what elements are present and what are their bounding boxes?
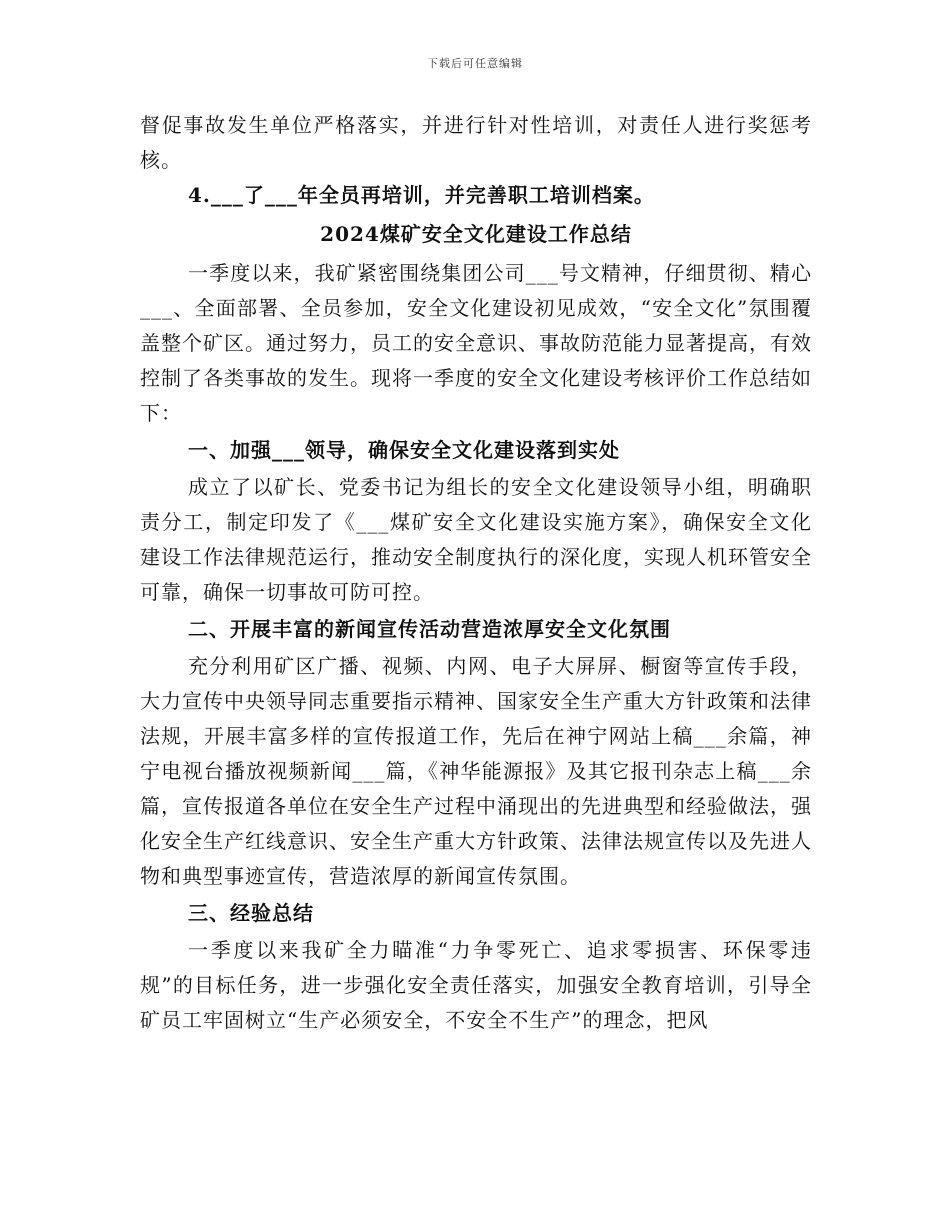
page-header: 下载后可任意编辑 <box>427 57 523 70</box>
list-item-4: 4.___了___年全员再培训，并完善职工培训档案。 <box>188 183 655 207</box>
document-title: 2024煤矿安全文化建设工作总结 <box>320 222 632 246</box>
section-heading-3: 三、经验总结 <box>188 901 314 925</box>
section-2-paragraph: 充分利用矿区广播、视频、内网、电子大屏屏、橱窗等宣传手段，大力宣传中央领导同志重要指示精神、国家安全生产重大方针政策和法律法规，开展丰富多样的宣传报道工作，先后在神宁网站上稿___余篇，神宁电视台播放视频新闻___篇，《神华能源报》及其它报刊杂志上稿___余篇，宣传报道各单位在安全生产过程中涌现出的先进典型和经验做法，强化安全生产红线意识、安全生产重大方针政策、法律法规宣传以及先进人物和典型事迹宣传，营造浓厚的新闻宣传氛围。 <box>140 654 812 888</box>
paragraph-continuation: 督促事故发生单位严格落实，并进行针对性培训，对责任人进行奖惩考核。 <box>140 113 812 172</box>
section-3-paragraph: 一季度以来我矿全力瞄准“力争零死亡、追求零损害、环保零违规”的目标任务，进一步强化安全责任落实，加强安全教育培训，引导全矿员工牢固树立“生产必须安全，不安全不生产”的理念，把风 <box>140 938 812 1032</box>
section-heading-1: 一、加强___领导，确保安全文化建设落到实处 <box>188 438 620 462</box>
section-heading-2: 二、开展丰富的新闻宣传活动营造浓厚安全文化氛围 <box>188 617 671 641</box>
section-1-paragraph: 成立了以矿长、党委书记为组长的安全文化建设领导小组，明确职责分工，制定印发了《___煤矿安全文化建设实施方案》，确保安全文化建设工作法律规范运行，推动安全制度执行的深化度，实现人机环管安全可靠，确保一切事故可防可控。 <box>140 475 812 604</box>
intro-paragraph: 一季度以来，我矿紧密围绕集团公司___号文精神，仔细贯彻、精心___、全面部署、全员参加，安全文化建设初见成效，“安全文化”氛围覆盖整个矿区。通过努力，员工的安全意识、事故防范能力显著提高，有效控制了各类事故的发生。现将一季度的安全文化建设考核评价工作总结如下： <box>140 261 812 425</box>
document-body <box>140 108 812 1038</box>
